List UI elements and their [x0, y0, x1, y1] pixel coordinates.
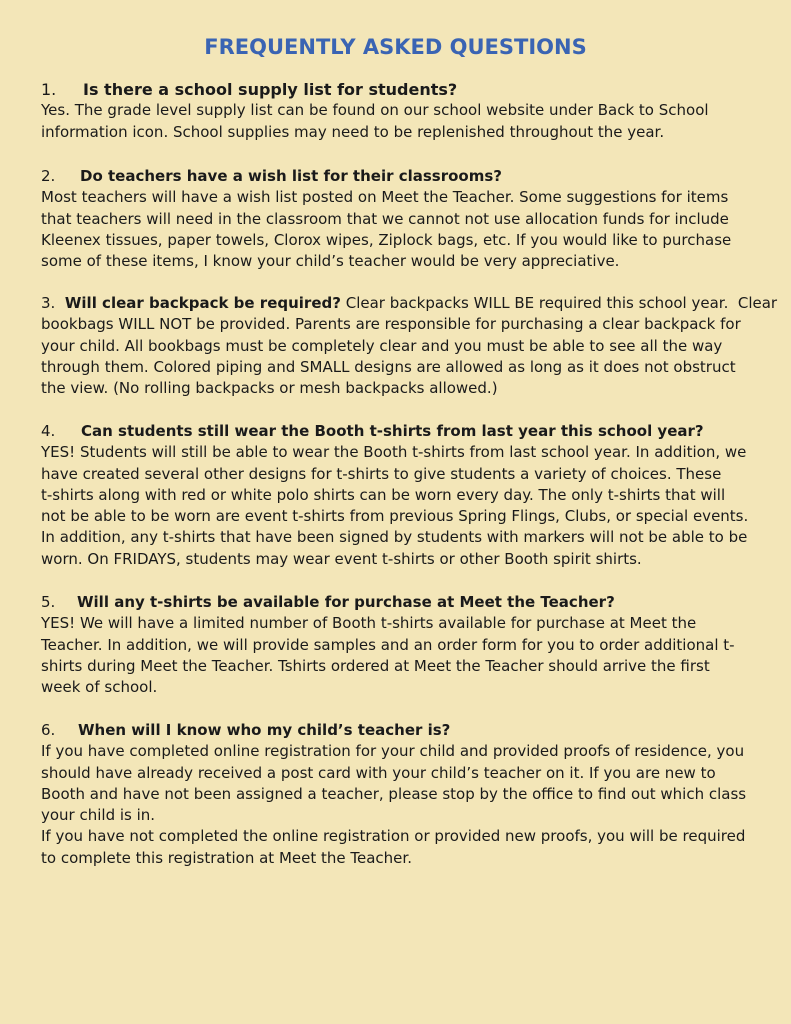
faq-question-5: [41, 592, 761, 613]
faq-item-5: [41, 592, 761, 698]
faq-question-text: When will I know who my child’s teacher is?: [78, 721, 451, 739]
faq-question-3: [41, 293, 778, 314]
faq-question-text: Do teachers have a wish list for their classrooms?: [80, 167, 502, 185]
faq-answer-1: Yes. The grade level supply list can be found on our school website under Back to School information icon. School supplies may need to be replenished throughout the year.: [41, 101, 709, 141]
faq-question-2: [41, 166, 761, 187]
faq-question-1: [41, 79, 761, 100]
faq-item-3: [41, 293, 778, 399]
faq-number: 1.: [41, 80, 57, 99]
faq-number: 4.: [41, 422, 56, 440]
faq-question-4: [41, 421, 761, 442]
faq-answer-2: Most teachers will have a wish list posted on Meet the Teacher. Some suggestions for items that teachers will need in the classroom that we cannot not use allocation funds for include Kleenex tissues, paper towels, Clorox wipes, Ziplock bags, etc. If you would like to purchase some of these items, I know your child’s teacher would be very appreciative.: [41, 188, 732, 271]
faq-number: 3.: [41, 294, 56, 312]
faq-question-text: Will clear backpack be required?: [64, 294, 341, 312]
faq-question-text: Is there a school supply list for students?: [83, 80, 458, 99]
faq-number: 6.: [41, 721, 56, 739]
page-title: FREQUENTLY ASKED QUESTIONS: [204, 35, 587, 59]
faq-item-1: [41, 79, 761, 143]
faq-item-2: [41, 166, 761, 272]
faq-answer-5: YES! We will have a limited number of Booth t-shirts available for purchase at Meet the Teacher. In addition, we will provide samples and an order form for you to order additional t- shirts during Meet the Teacher. Tshirts ordered at Meet the Teacher should arrive the first week of school.: [41, 614, 735, 697]
faq-answer-lead: Clear backpacks WILL BE required this school year. Clear: [340, 294, 778, 312]
faq-number: 5.: [41, 593, 56, 611]
faq-answer-3: bookbags WILL NOT be provided. Parents are responsible for purchasing a clear backpack for your child. All bookbags must be completely clear and you must be able to see all the way through them. Colored piping and SMALL designs are allowed as long as it does not obstruct the view. (No rolling backpacks or mesh backpacks allowed.): [41, 315, 741, 398]
faq-item-6: [41, 720, 761, 869]
faq-number: 2.: [41, 167, 56, 185]
faq-question-6: [41, 720, 761, 741]
faq-question-text: Can students still wear the Booth t-shirts from last year this school year?: [81, 422, 704, 440]
faq-answer-4: YES! Students will still be able to wear the Booth t-shirts from last school year. In addition, we have created several other designs for t-shirts to give students a variety of choices. These t-shirts along with red or white polo shirts can be worn every day. The only t-shirts that will not be able to be worn are event t-shirts from previous Spring Flings, Clubs, or special events. In addition, any t-shirts that have been signed by students with markers will not be able to be worn. On FRIDAYS, students may wear event t-shirts or other Booth spirit shirts.: [41, 443, 749, 568]
faq-answer-6: If you have completed online registration for your child and provided proofs of residence, you should have already received a post card with your child’s teacher on it. If you are new to Booth and have not been assigned a teacher, please stop by the office to find out which class your child is in. If you have not completed the online registration or provided new proofs, you will be required to complete this registration at Meet the Teacher.: [41, 742, 747, 867]
faq-question-text: Will any t-shirts be available for purchase at Meet the Teacher?: [77, 593, 615, 611]
faq-item-4: [41, 421, 761, 570]
